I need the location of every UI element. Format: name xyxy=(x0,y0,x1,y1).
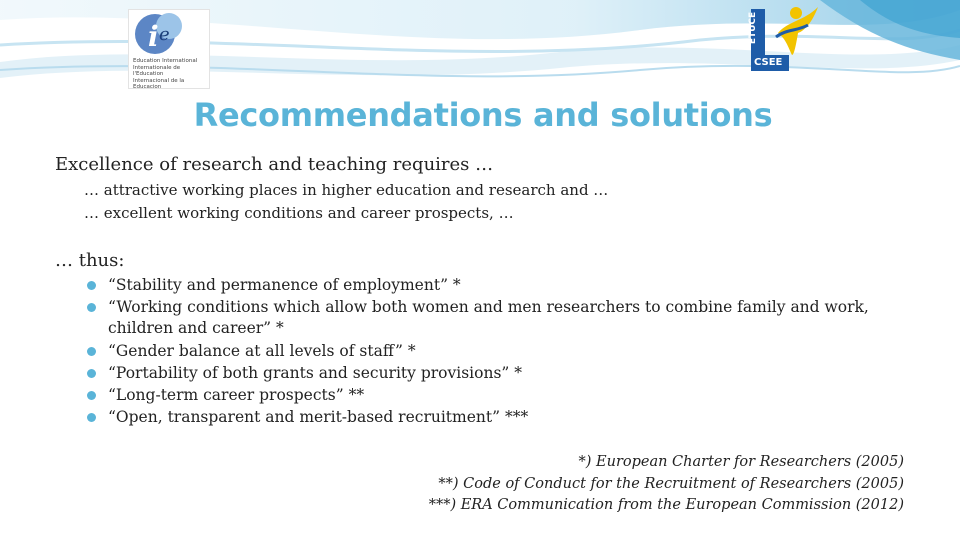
references xyxy=(429,452,904,517)
ei-text-line: Internacional de la Educacion xyxy=(133,77,185,90)
list-item-text: “Working conditions which allow both women and men researchers to combine family and work, children and career” * xyxy=(108,298,869,338)
list-item-text: “Open, transparent and merit-based recruitment” *** xyxy=(108,408,529,427)
list-item xyxy=(100,363,920,384)
thus-heading: … thus: xyxy=(55,250,125,271)
list-item xyxy=(100,407,920,428)
intro-text: Excellence of research and teaching requires … xyxy=(55,154,494,175)
sub-line: … attractive working places in higher education and research and … xyxy=(84,181,609,199)
bullet-icon xyxy=(87,391,96,400)
list-item xyxy=(100,385,920,406)
recommendation-list xyxy=(100,275,920,430)
ei-text-line: Education International xyxy=(133,58,198,64)
bullet-icon xyxy=(87,413,96,422)
csee-text: CSEE xyxy=(754,57,783,68)
list-item xyxy=(100,341,920,362)
header-band xyxy=(0,0,960,95)
education-international-logo xyxy=(128,9,210,89)
reference-line: ***) ERA Communication from the European Commission (2012) xyxy=(428,497,904,513)
list-item-text: “Stability and permanence of employment” * xyxy=(108,276,461,294)
list-item-text: “Portability of both grants and security provisions” * xyxy=(108,363,522,382)
bullet-icon xyxy=(87,281,96,290)
svg-text:i: i xyxy=(148,20,159,53)
list-item xyxy=(100,275,920,296)
slide-title: Recommendations and solutions xyxy=(193,96,773,134)
bullet-icon xyxy=(87,303,96,312)
reference-line: **) Code of Conduct for the Recruitment of Researchers (2005) xyxy=(438,475,904,492)
bullet-icon xyxy=(87,347,96,356)
bullet-icon xyxy=(87,369,96,378)
list-item-text: “Long-term career prospects” ** xyxy=(108,386,365,405)
etuce-logo xyxy=(748,3,830,75)
etuce-text: ETUCE xyxy=(748,11,759,45)
list-item xyxy=(100,297,920,339)
svg-text:e: e xyxy=(159,24,170,45)
ei-text-line: Internationale de l'Education xyxy=(133,64,181,77)
sub-line: … excellent working conditions and career prospects, … xyxy=(84,204,514,222)
list-item-text: “Gender balance at all levels of staff” * xyxy=(108,341,416,360)
reference-line: *) European Charter for Researchers (2005) xyxy=(578,454,904,470)
ei-emblem-icon xyxy=(129,10,209,58)
